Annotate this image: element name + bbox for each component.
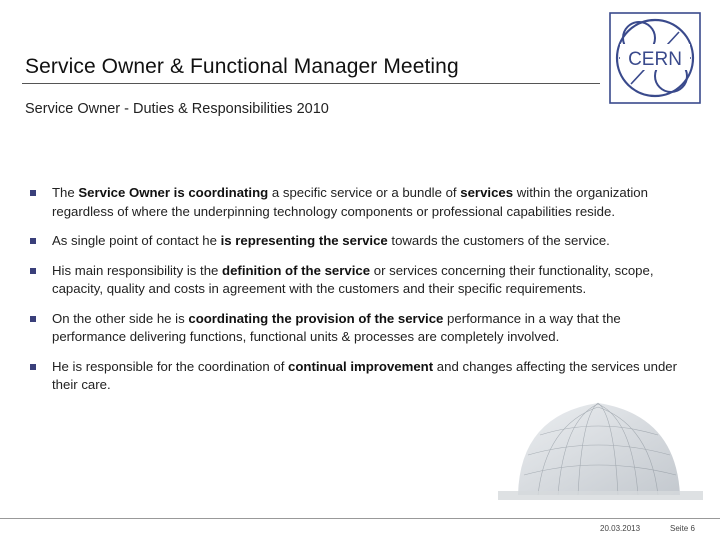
- bullet-marker-icon: [30, 238, 36, 244]
- bullet-marker-icon: [30, 268, 36, 274]
- bullet-marker-icon: [30, 316, 36, 322]
- bullet-emphasis: coordinating the provision of the service: [188, 310, 444, 326]
- bullet-text: towards the customers of the service.: [387, 233, 610, 248]
- bullet-text: and changes affecting the services under their care.: [52, 358, 678, 392]
- slide-title: Service Owner & Functional Manager Meeting: [25, 55, 459, 78]
- bullet-text: or services concerning their functionality, scope, capacity, quality and costs in agreement with the customers and their specific requirements.: [52, 262, 654, 296]
- footer-date: 20.03.2013: [600, 524, 641, 533]
- bullet-text: a specific service or a bundle of: [268, 185, 461, 200]
- cern-logo: [609, 12, 701, 104]
- bullet-marker-icon: [30, 190, 36, 196]
- footer-divider: [0, 518, 720, 519]
- title-divider: [22, 83, 600, 84]
- bullet-text: On the other side he is: [52, 310, 189, 326]
- bullet-item: [30, 232, 678, 251]
- bullet-item: [30, 262, 678, 299]
- logo-text: CERN: [628, 49, 682, 70]
- bullet-emphasis: is representing the service: [220, 233, 388, 248]
- slide-subtitle: Service Owner - Duties & Responsibilities 2010: [25, 101, 329, 117]
- bullet-emphasis: Service Owner is coordinating: [78, 185, 269, 200]
- bullet-text: He is responsible for the coordination of: [52, 358, 289, 374]
- bullet-item: [30, 184, 678, 221]
- bullet-marker-icon: [30, 364, 36, 370]
- bullet-text: His main responsibility is the: [52, 262, 223, 278]
- bullet-text: within the organization regardless of where the underpinning technology components or professional capabilities reside.: [52, 185, 648, 219]
- bullet-list: [30, 184, 678, 406]
- bullet-text: As single point of contact he: [52, 233, 221, 248]
- bullet-text: performance in a way that the performance delivering functions, functional units & processes are completely involved.: [52, 310, 621, 344]
- footer-page-number: Seite 6: [670, 524, 695, 533]
- globe-building-image: [498, 395, 703, 500]
- bullet-text: The: [52, 185, 79, 200]
- bullet-emphasis: services: [460, 185, 514, 200]
- bullet-item: [30, 310, 678, 347]
- bullet-emphasis: continual improvement: [288, 358, 434, 374]
- bullet-item: [30, 358, 678, 395]
- bullet-emphasis: definition of the service: [222, 262, 371, 278]
